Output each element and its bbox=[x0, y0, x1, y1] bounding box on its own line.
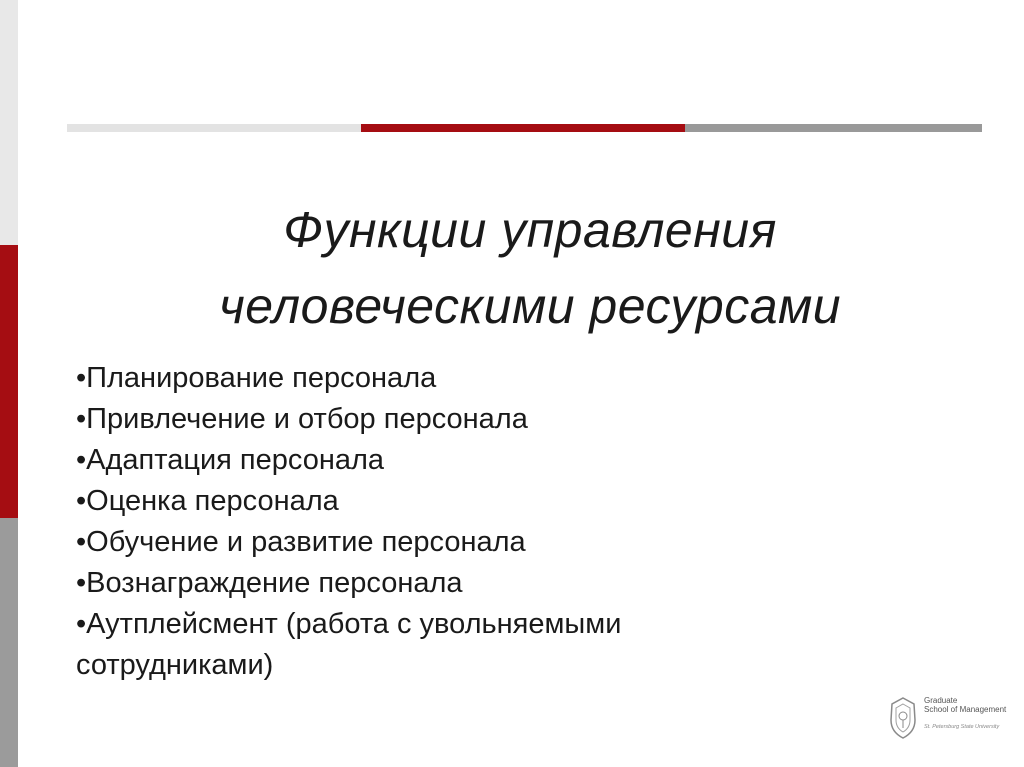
left-accent-bar-middle bbox=[0, 245, 18, 518]
top-divider-red bbox=[361, 124, 685, 132]
bullet-item bbox=[76, 604, 796, 686]
top-divider-gray bbox=[685, 124, 982, 132]
bullet-text: Привлечение и отбор персонала bbox=[86, 403, 528, 435]
logo-subtitle: St. Petersburg State University bbox=[924, 724, 1000, 730]
logo-text bbox=[924, 696, 1006, 714]
bullet-list bbox=[76, 358, 796, 686]
university-seal-icon bbox=[888, 696, 918, 740]
bullet-text: Аутплейсмент (работа с увольняемыми сотрудниками) bbox=[76, 608, 622, 681]
bullet-marker: • bbox=[76, 567, 87, 599]
left-accent-bar-bottom bbox=[0, 518, 18, 767]
bullet-text: Вознаграждение персонала bbox=[86, 567, 463, 599]
bullet-marker: • bbox=[76, 444, 87, 476]
bullet-text: Оценка персонала bbox=[86, 485, 339, 517]
slide-title-line-1: Функции управления bbox=[283, 202, 777, 258]
bullet-item bbox=[76, 440, 796, 481]
bullet-marker: • bbox=[76, 526, 87, 558]
top-divider-light bbox=[67, 124, 361, 132]
bullet-text: Планирование персонала bbox=[86, 362, 437, 394]
bullet-item bbox=[76, 563, 796, 604]
logo-line-1: Graduate bbox=[924, 696, 958, 705]
slide-title bbox=[90, 192, 970, 344]
bullet-text: Адаптация персонала bbox=[86, 444, 385, 476]
bullet-marker: • bbox=[76, 485, 87, 517]
school-logo bbox=[888, 694, 1018, 744]
slide-title-line-2: человеческими ресурсами bbox=[218, 278, 842, 334]
bullet-item bbox=[76, 399, 796, 440]
bullet-item bbox=[76, 481, 796, 522]
bullet-marker: • bbox=[76, 608, 87, 640]
left-accent-bar-top bbox=[0, 0, 18, 245]
bullet-marker: • bbox=[76, 403, 87, 435]
logo-line-2: School of Management bbox=[924, 705, 1007, 714]
bullet-item bbox=[76, 358, 796, 399]
bullet-item bbox=[76, 522, 796, 563]
bullet-text: Обучение и развитие персонала bbox=[86, 526, 526, 558]
bullet-marker: • bbox=[76, 362, 87, 394]
